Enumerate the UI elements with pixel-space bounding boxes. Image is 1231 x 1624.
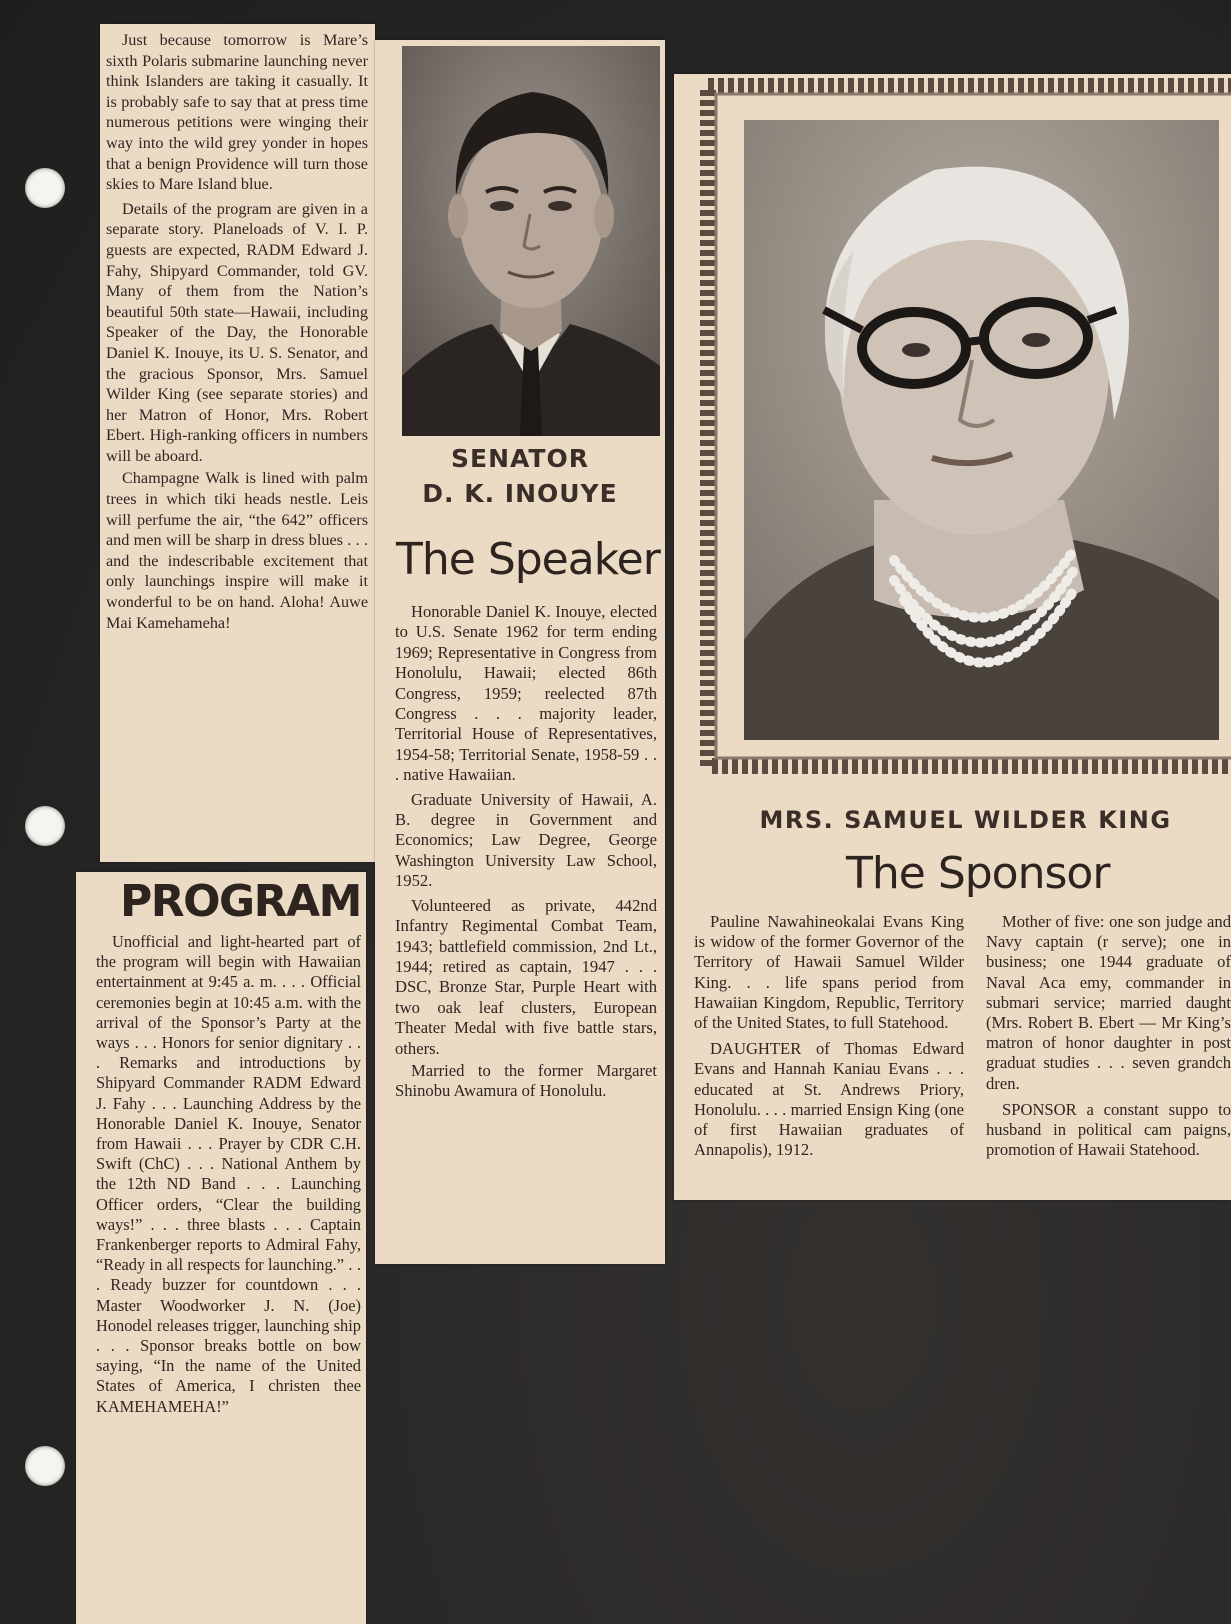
sponsor-caption: MRS. SAMUEL WILDER KING [759,806,1172,834]
sponsor-text-column-1 [694,912,964,1160]
intro-article-clipping [100,24,375,862]
sponsor-col1-paragraph-2: DAUGHTER of Thomas Edward Evans and Hannah Kaniau Evans . . . educated at St. Andrews Priory, Honolulu. . . . married Ensign King (one of first Hawaiian graduates of Annapolis), 1912. [694,1039,964,1160]
senator-portrait-photo [402,46,660,436]
speaker-paragraph-4: Married to the former Margaret Shinobu Awamura of Honolulu. [395,1060,657,1101]
senator-caption-line2: D. K. INOUYE [422,479,618,508]
program-text [96,932,361,1417]
senator-caption-line1: SENATOR [451,444,589,473]
punch-hole-top [25,168,65,208]
intro-paragraph-1: Just because tomorrow is Mare’s sixth Polaris submarine launching never think Islanders are taking it casually. It is probably safe to say that at press time numerous petitions were winging their way into the wild grey yonder in hopes that a benign Providence will turn those skies to Mare Island blue. [106,31,368,194]
sponsor-col2-paragraph-1: Mother of five: one son judge and Navy captain (r serve); one in business; one 1944 graduate of Naval Aca emy, commander in submari service; married daught (Mrs. Robert B. Ebert — Mr King’s matron of honor daughter in post graduat studies . . . seven grandch dren. [986,912,1231,1093]
sponsor-col1-paragraph-1: Pauline Nawahineokalai Evans King is widow of the former Governor of the Territory of Hawaii Samuel Wilder King. . . life spans period from Hawaiian Kingdom, Republic, Territory of the United States, to full Statehood. [694,912,964,1033]
speaker-paragraph-2: Graduate University of Hawaii, A. B. degree in Government and Economics; Law Degree, George Washington University Law School, 1952. [395,789,657,891]
speaker-paragraph-3: Volunteered as private, 442nd Infantry Regimental Combat Team, 1943; battlefield commission, 2nd Lt., 1944; retired as captain, 1947 . . . DSC, Bronze Star, Purple Heart with two oak leaf clusters, European Theater Medal with five battle stars, others. [395,895,657,1058]
sponsor-portrait-photo [744,120,1219,740]
sponsor-text-column-2 [986,912,1231,1160]
speaker-article-text [395,602,657,1102]
speaker-paragraph-1: Honorable Daniel K. Inouye, elected to U.S. Senate 1962 for term ending 1969; Representative in Congress from Honolulu, Hawaii; elected 86th Congress, 1959; reelected 87th Congress . . . majority leader, Territorial House of Representatives, 1954-58; Territorial Senate, 1958-59 . . . native Hawaiian. [395,602,657,785]
sponsor-col2-paragraph-2: SPONSOR a constant suppo to husband in political cam paigns, promotion of Hawaii Statehood. [986,1099,1231,1160]
sponsor-title: The Sponsor [846,848,1110,899]
intro-article-text [106,30,368,633]
punch-hole-middle [25,806,65,846]
program-heading: PROGRAM [120,876,361,927]
program-paragraph: Unofficial and light-hearted part of the program will begin with Hawaiian entertainment at 9:45 a. m. . . . Official ceremonies begin at 10:45 a.m. with the arrival of the Sponsor’s Party at the ways . . . Honors for senior dignitary . . . Remarks and introductions by Shipyard Commander RADM Edward J. Fahy . . . Launching Address by the Honorable Daniel K. Inouye, Senator from Hawaii . . . Prayer by CDR C.H. Swift (ChC) . . . National Anthem by the 12th ND Band . . . Launching Officer orders, “Clear the building ways!” . . . three blasts . . . Captain Frankenberger reports to Admiral Fahy, “Ready in all respects for launching.” . . . Ready buzzer for countdown . . . Master Woodworker J. N. (Joe) Honodel releases trigger, launching ship . . . Sponsor breaks bottle on bow saying, “In the name of the United States of America, I christen thee KAMEHAMEHA!” [96,932,361,1416]
speaker-title: The Speaker [396,534,660,585]
intro-paragraph-3: Champagne Walk is lined with palm trees in which tiki heads nestle. Leis will perfume the air, “the 642” officers and men will be sharp in dress blues . . . and the indescribable excitement that only launchings inspire will make it wonderful to be on hand. Aloha! Auwe Mai Kamehameha! [106,469,368,632]
program-clipping [76,872,366,1624]
punch-hole-bottom [25,1446,65,1486]
intro-paragraph-2: Details of the program are given in a separate story. Planeloads of V. I. P. guests are expected, RADM Edward J. Fahy, Shipyard Commander, told GV. Many of them from the Nation’s beautiful 50th state—Hawaii, including Speaker of the Day, the Honorable Daniel K. Inouye, its U. S. Senator, and the gracious Sponsor, Mrs. Samuel Wilder King (see separate stories) and her Matron of Honor, Mrs. Robert Ebert. High-ranking officers in numbers will be aboard. [106,199,368,465]
